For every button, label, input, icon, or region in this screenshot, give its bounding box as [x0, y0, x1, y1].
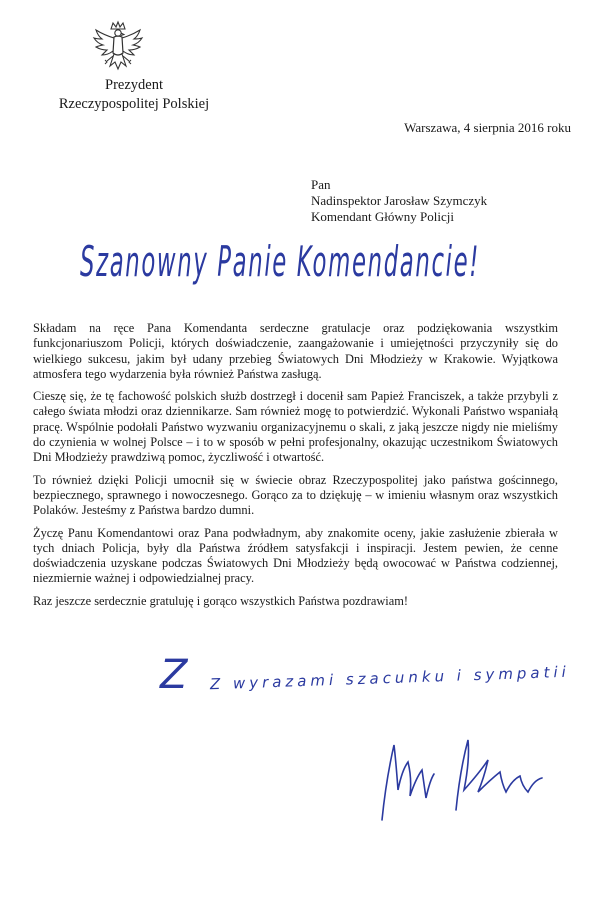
office-line-2: Rzeczypospolitej Polskiej: [58, 96, 210, 112]
closing-text: Z wyrazami szacunku i sympatii: [209, 662, 571, 694]
white-eagle-emblem-icon: [92, 20, 144, 76]
office-line-1: Prezydent: [105, 77, 163, 93]
addressee-line-2: Nadinspektor Jarosław Szymczyk: [311, 193, 488, 208]
salutation-text: Szanowny Panie Komendancie!: [80, 237, 480, 286]
letter-date: Warszawa, 4 sierpnia 2016 roku: [404, 120, 571, 135]
handwritten-salutation: [80, 218, 500, 298]
office-title: [56, 76, 212, 114]
addressee-line-1: Pan: [311, 177, 331, 192]
paragraph-4: Życzę Panu Komendantowi oraz Pana podwładnym, aby znakomite oceny, jakie zasłużenie zbierała w tych dniach Policja, były dla Państwa źródłem satysfakcji i inspiracji. Jestem pewien, że cenne doświadczenia uzyskane podczas Światowych Dni Młodzieży będą owocować w Państwa codziennej, niezmiernie ważnej i odpowiedzialnej pracy.: [33, 525, 558, 586]
closing-initial: Z: [160, 652, 188, 698]
paragraph-1: Składam na ręce Pana Komendanta serdeczne gratulacje oraz podziękowania wszystkim funkcjonariuszom Policji, których doświadczenie, zaangażowanie i umiejętności przyczyniły się do wielkiego sukcesu, jakim był udany przebieg Światowych Dni Młodzieży w Krakowie. Wyjątkowa atmosfera tego wydarzenia była również Państwa zasługą.: [33, 321, 558, 381]
paragraph-2: Cieszę się, że tę fachowość polskich służb dostrzegł i docenił sam Papież Franciszek, a także przybyli z całego świata młodzi oraz dziennikarze. Sam również mogę to potwierdzić. Wykonali Państwo wspaniałą pracę. Wspólnie podołali Państwo wyzwaniu organizacyjnemu o skali, z jaką jeszcze nigdy nie mieliśmy do czynienia w wolnej Polsce – i to w sposób w pełni profesjonalny, okazując uczestnikom Światowych Dni Młodzieży prawdziwą pomoc, życzliwość i otwartość.: [33, 389, 558, 465]
handwritten-signature: [360, 700, 560, 830]
paragraph-5: Raz jeszcze serdecznie gratuluję i gorąco wszystkich Państwa pozdrawiam!: [33, 593, 409, 608]
paragraph-3: To również dzięki Policji umocnił się w świecie obraz Rzeczypospolitej jako państwa gościnnego, bezpiecznego, sprawnego i nowoczesnego. Gorąco za to dziękuję – w imieniu własnym oraz wszystkich Polaków. Jesteśmy z Państwa bardzo dumni.: [33, 472, 558, 518]
letter-body: [33, 321, 558, 616]
addressee-line-3: Komendant Główny Policji: [311, 209, 454, 224]
